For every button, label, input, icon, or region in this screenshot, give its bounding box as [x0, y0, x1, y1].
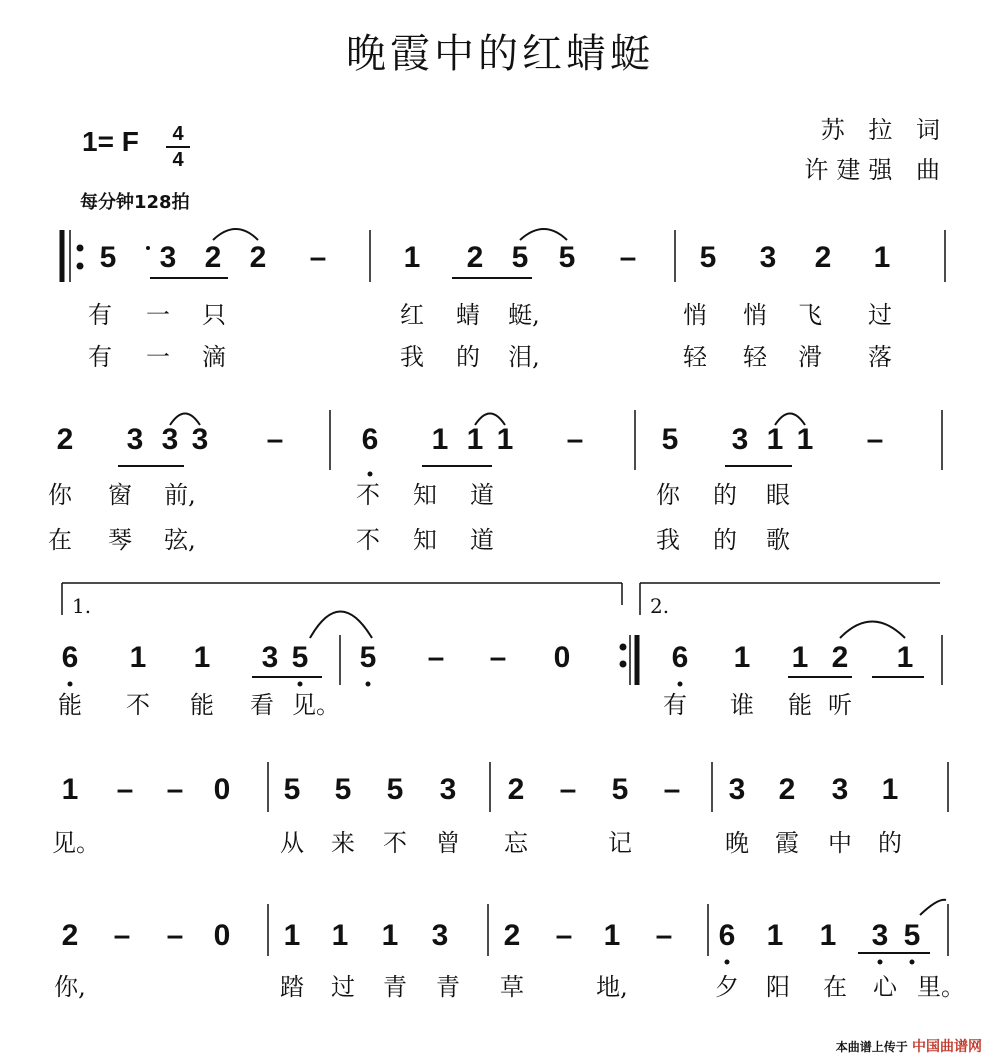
tie	[520, 229, 567, 240]
low-octave-dot	[910, 960, 915, 965]
note: 6	[61, 641, 79, 674]
note: 1	[791, 641, 809, 674]
footer-text: 本曲谱上传于	[835, 1040, 908, 1054]
lyric-syllable: 你	[656, 481, 680, 509]
note: 5	[334, 773, 352, 806]
tie	[170, 414, 200, 426]
lyric-syllable: 青	[383, 973, 407, 1001]
note: 5	[291, 641, 309, 674]
note: 1	[766, 919, 784, 952]
low-octave-dot	[368, 472, 373, 477]
volta-two-label: 2.	[650, 594, 670, 618]
lyric-syllable: 晚	[725, 829, 749, 857]
footer	[836, 1036, 982, 1056]
note: 3	[159, 241, 177, 274]
note: –	[166, 773, 184, 806]
note: 2	[507, 773, 525, 806]
lyric-syllable: 一	[146, 343, 170, 371]
lyric-syllable: 从	[280, 829, 304, 857]
note: 5	[903, 919, 921, 952]
volta-one-label: 1.	[72, 594, 92, 618]
lyric-syllable: 你	[48, 481, 72, 509]
lyric-syllable: 阳	[766, 973, 790, 1001]
lyric-syllable: 我	[400, 343, 424, 371]
lyric-syllable: 霞	[775, 829, 799, 857]
note: 2	[204, 241, 222, 274]
note: 5	[99, 241, 117, 274]
note: 2	[466, 241, 484, 274]
lyric-syllable: 在	[48, 526, 72, 554]
lyric-syllable: 不	[356, 526, 380, 554]
composer-credit: 许建强 曲	[804, 156, 948, 184]
lyric-syllable: 弦,	[164, 526, 196, 554]
lyric-syllable: 悄	[683, 301, 707, 329]
note: –	[166, 919, 184, 952]
repeat-dot	[77, 263, 83, 269]
low-octave-dot	[298, 682, 303, 687]
note: 2	[503, 919, 521, 952]
tie	[475, 414, 505, 426]
note: 2	[61, 919, 79, 952]
lyric-syllable: 泪,	[508, 343, 540, 371]
lyric-syllable: 过	[868, 301, 892, 329]
note: 6	[671, 641, 689, 674]
note: –	[866, 423, 884, 456]
note: 2	[56, 423, 74, 456]
lyric-syllable: 地,	[596, 973, 628, 1001]
slur	[840, 622, 905, 639]
lyric-syllable: 记	[608, 829, 632, 857]
lyric-syllable: 能	[788, 691, 812, 719]
note: 5	[611, 773, 629, 806]
note: 2	[831, 641, 849, 674]
note: 1	[873, 241, 891, 274]
note: –	[116, 773, 134, 806]
note: –	[427, 641, 445, 674]
key-signature: 1= F	[82, 126, 139, 157]
lyric-syllable: 前,	[164, 481, 196, 509]
lyric-syllable: 夕	[715, 973, 739, 1001]
lyric-syllable: 蜓,	[508, 301, 540, 329]
note: 3	[431, 919, 449, 952]
note: 1	[381, 919, 399, 952]
lyric-syllable: 的	[878, 829, 902, 857]
repeat-dot	[77, 245, 83, 251]
note: –	[566, 423, 584, 456]
note: 1	[431, 423, 449, 456]
note: 5	[283, 773, 301, 806]
lyric-syllable: 中	[828, 829, 852, 857]
lyric-syllable: 能	[190, 691, 214, 719]
note: 1	[796, 423, 814, 456]
note: 1	[331, 919, 349, 952]
note: 0	[553, 641, 571, 674]
repeat-dot	[620, 661, 626, 667]
lyric-syllable: 不	[356, 481, 380, 509]
lyric-syllable: 滑	[798, 343, 822, 371]
note: 5	[661, 423, 679, 456]
time-numerator: 4	[166, 122, 190, 148]
lyric-syllable: 里。	[917, 973, 965, 1001]
lyric-syllable: 有	[88, 343, 112, 371]
note: 3	[759, 241, 777, 274]
note: 1	[193, 641, 211, 674]
note: 1	[881, 773, 899, 806]
note: 1	[466, 423, 484, 456]
note: 2	[249, 241, 267, 274]
note: 3	[731, 423, 749, 456]
lyric-syllable: 轻	[743, 343, 767, 371]
lyric-syllable: 滴	[202, 343, 226, 371]
note: 1	[129, 641, 147, 674]
tempo-marking: 每分钟128拍	[80, 192, 190, 213]
note: –	[309, 241, 327, 274]
lyric-syllable: 知	[413, 526, 437, 554]
note: 1	[61, 773, 79, 806]
lyric-syllable: 见。	[292, 691, 340, 719]
low-octave-dot	[878, 960, 883, 965]
lyric-syllable: 我	[656, 526, 680, 554]
low-octave-dot	[366, 682, 371, 687]
lyric-syllable: 一	[146, 301, 170, 329]
note: 1	[766, 423, 784, 456]
lyric-syllable: 红	[400, 301, 424, 329]
note: 2	[778, 773, 796, 806]
time-denominator: 4	[172, 149, 184, 171]
note: 3	[831, 773, 849, 806]
note: 0	[213, 773, 231, 806]
note: –	[489, 641, 507, 674]
note: 1	[403, 241, 421, 274]
dot-mark	[146, 246, 150, 250]
lyric-syllable: 琴	[108, 526, 132, 554]
note: 3	[439, 773, 457, 806]
lyric-syllable: 有	[663, 691, 687, 719]
lyric-syllable: 曾	[436, 829, 460, 857]
slur	[920, 900, 946, 915]
note: 6	[718, 919, 736, 952]
note: 6	[361, 423, 379, 456]
lyric-syllable: 看	[250, 691, 274, 719]
note: 5	[511, 241, 529, 274]
lyric-syllable: 蜻	[456, 301, 480, 329]
lyric-syllable: 心	[873, 973, 897, 1001]
lyric-syllable: 踏	[280, 973, 304, 1001]
lyric-syllable: 你,	[54, 973, 86, 1001]
lyric-syllable: 窗	[108, 481, 132, 509]
low-octave-dot	[678, 682, 683, 687]
tie	[775, 414, 805, 426]
lyric-syllable: 悄	[743, 301, 767, 329]
low-octave-dot	[68, 682, 73, 687]
lyric-syllable: 只	[202, 301, 226, 329]
lyric-syllable: 歌	[766, 526, 790, 554]
note: 0	[213, 919, 231, 952]
lyric-syllable: 的	[713, 481, 737, 509]
lyric-syllable: 落	[868, 343, 892, 371]
note: 1	[896, 641, 914, 674]
note: 3	[261, 641, 279, 674]
lyric-syllable: 听	[828, 691, 852, 719]
lyric-syllable: 草	[500, 973, 524, 1001]
note: –	[266, 423, 284, 456]
note: 3	[126, 423, 144, 456]
song-title: 晚霞中的红蜻蜓	[346, 31, 654, 77]
note: 3	[871, 919, 889, 952]
note: 1	[733, 641, 751, 674]
lyric-syllable: 的	[713, 526, 737, 554]
note: 5	[699, 241, 717, 274]
note: 3	[728, 773, 746, 806]
tie	[213, 229, 258, 240]
note: –	[559, 773, 577, 806]
lyric-syllable: 的	[456, 343, 480, 371]
lyricist-credit: 苏 拉 词	[820, 116, 948, 144]
lyric-syllable: 在	[823, 973, 847, 1001]
note: 1	[819, 919, 837, 952]
lyric-syllable: 眼	[766, 481, 790, 509]
lyric-syllable: 过	[331, 973, 355, 1001]
note: –	[113, 919, 131, 952]
lyric-syllable: 不	[126, 691, 150, 719]
repeat-dot	[620, 644, 626, 650]
site-logo: 中国曲谱网	[912, 1039, 982, 1055]
note: –	[619, 241, 637, 274]
lyric-syllable: 道	[470, 481, 494, 509]
note: –	[555, 919, 573, 952]
note: 1	[496, 423, 514, 456]
lyric-syllable: 知	[413, 481, 437, 509]
lyric-syllable: 能	[58, 691, 82, 719]
note: 5	[558, 241, 576, 274]
note: 1	[283, 919, 301, 952]
lyric-syllable: 有	[88, 301, 112, 329]
note: –	[655, 919, 673, 952]
lyric-syllable: 道	[470, 526, 494, 554]
lyric-syllable: 忘	[504, 829, 528, 857]
lyric-syllable: 不	[383, 829, 407, 857]
note: 5	[386, 773, 404, 806]
note: 3	[161, 423, 179, 456]
lyric-syllable: 谁	[730, 691, 754, 719]
low-octave-dot	[725, 960, 730, 965]
note: 1	[603, 919, 621, 952]
note: 3	[191, 423, 209, 456]
lyric-syllable: 轻	[683, 343, 707, 371]
lyric-syllable: 飞	[798, 301, 822, 329]
lyric-syllable: 来	[331, 829, 355, 857]
note: –	[663, 773, 681, 806]
slur	[310, 612, 372, 639]
note: 2	[814, 241, 832, 274]
lyric-syllable: 见。	[52, 829, 100, 857]
lyric-syllable: 青	[436, 973, 460, 1001]
note: 5	[359, 641, 377, 674]
